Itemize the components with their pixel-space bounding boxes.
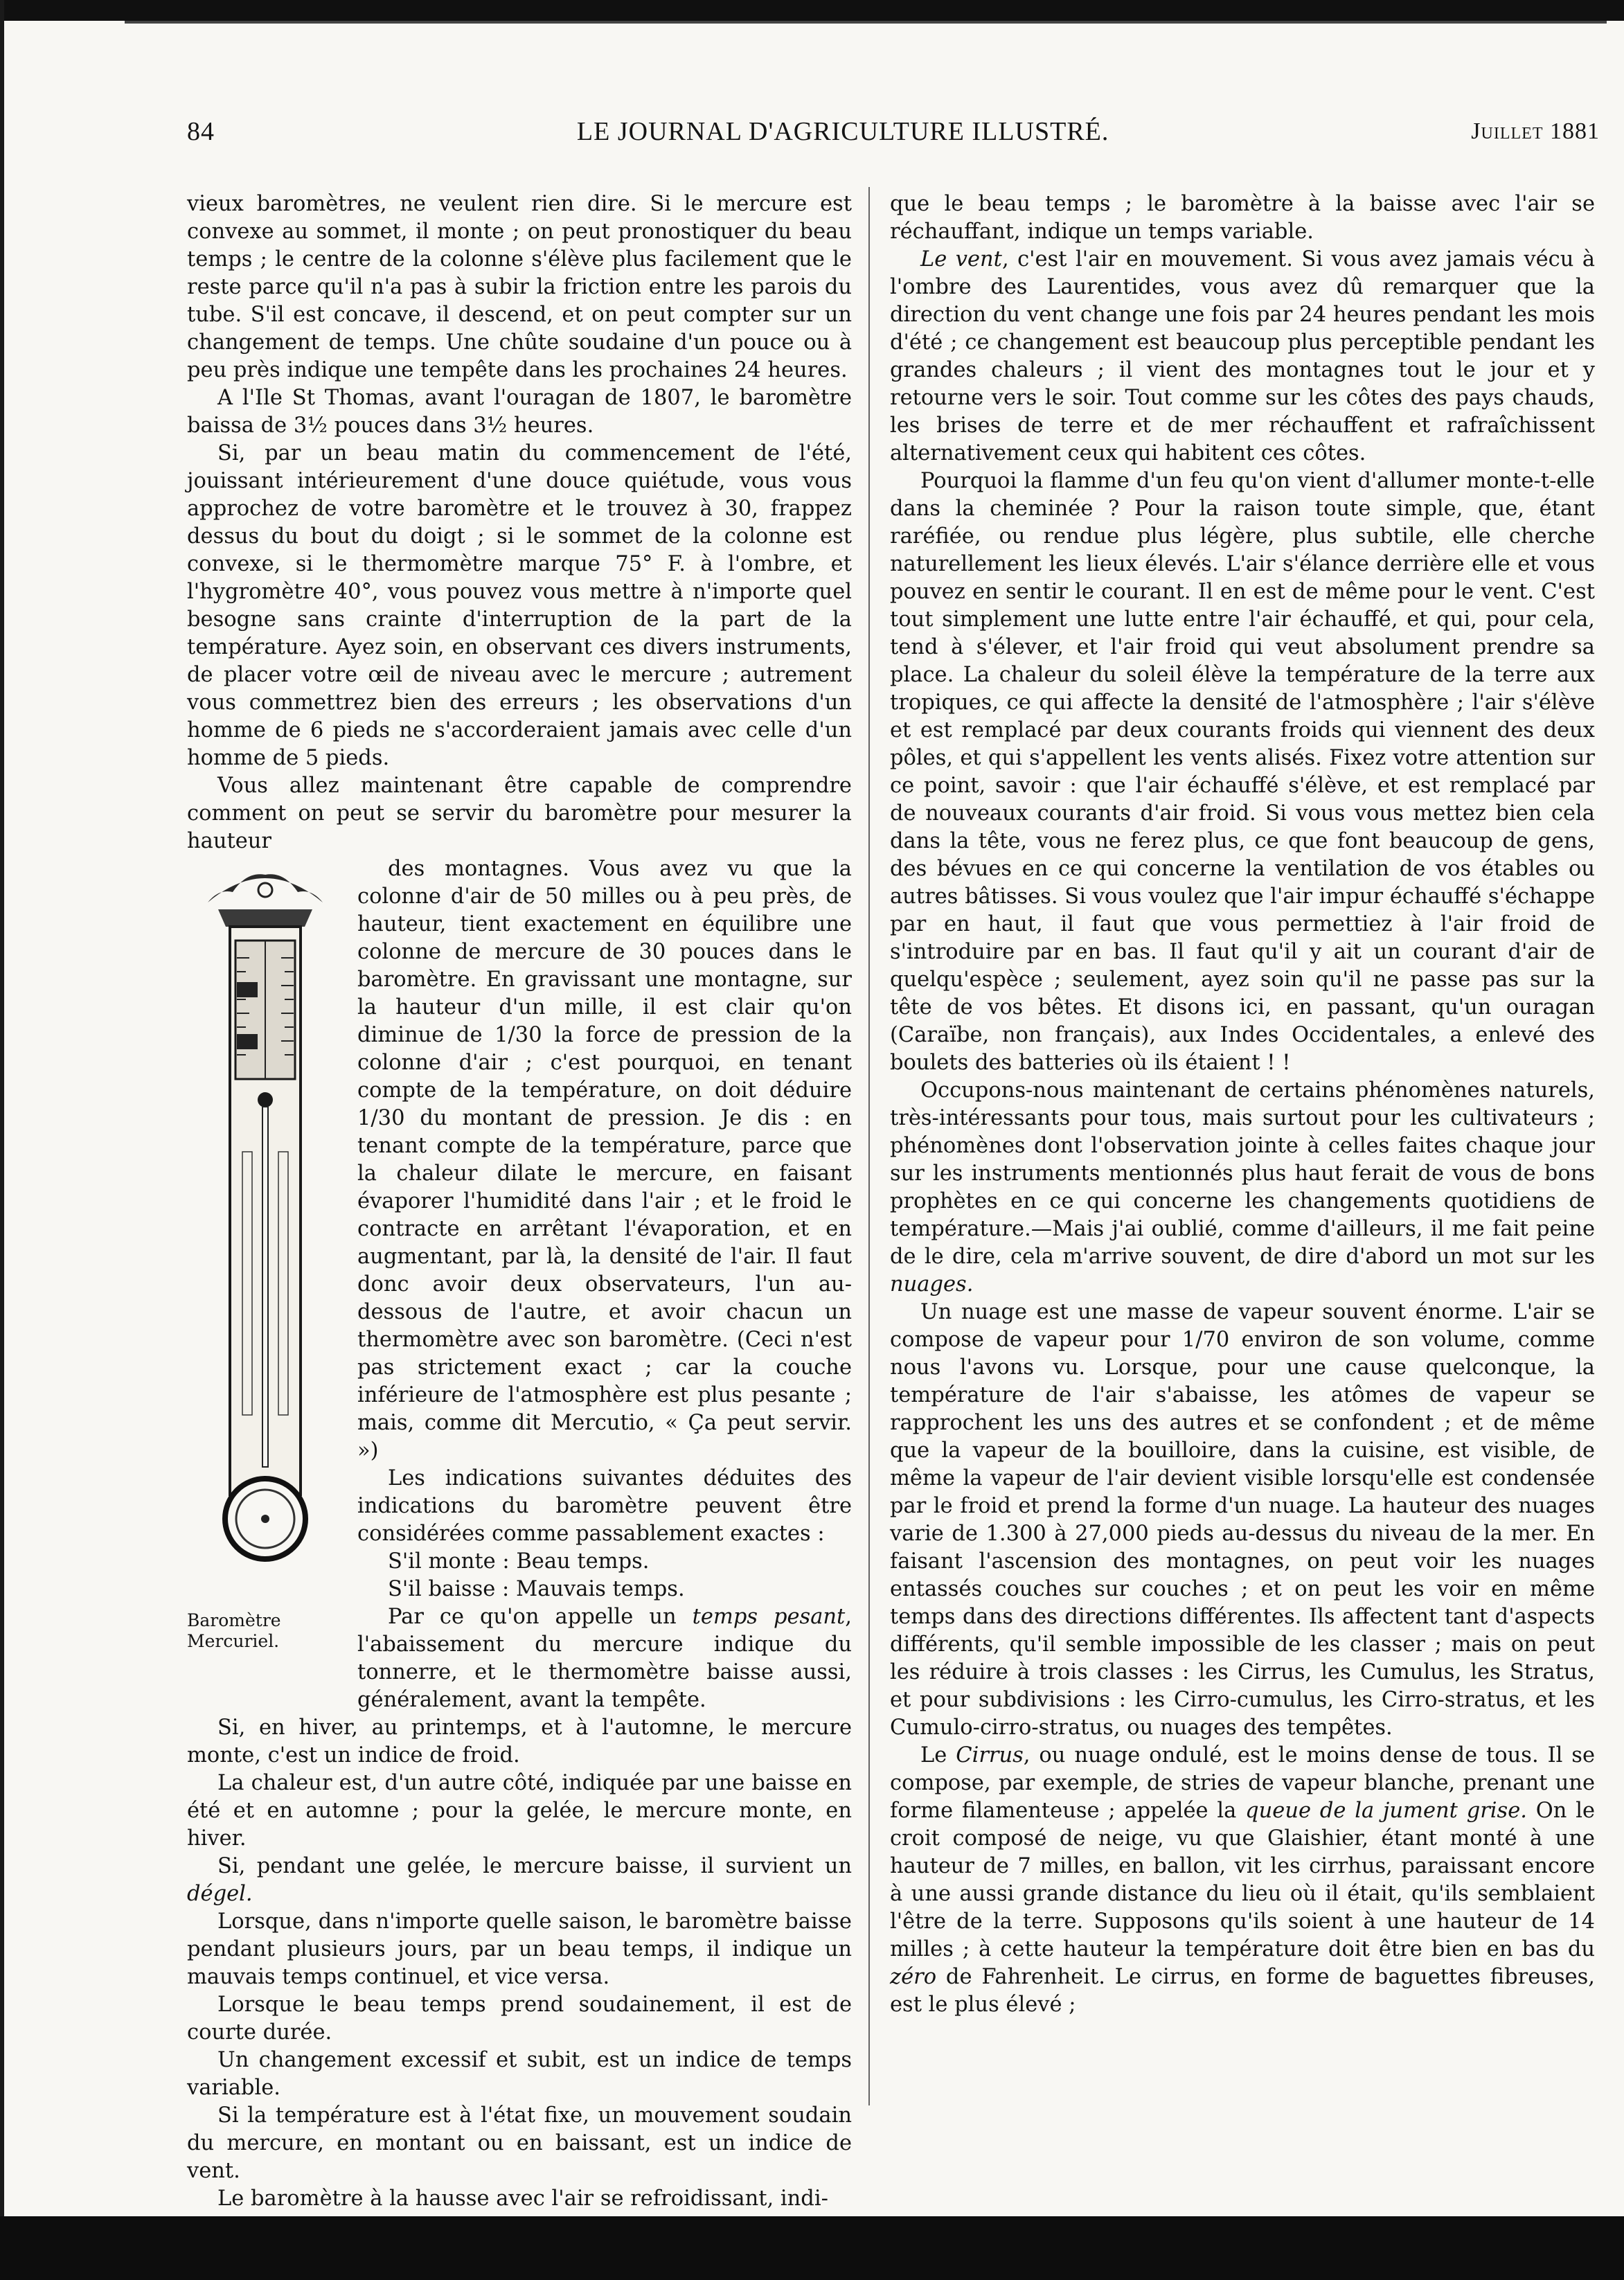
emphasis: Le vent [920, 247, 1002, 271]
top-border-line [125, 21, 1607, 24]
paragraph: Un nuage est une masse de vapeur souvent énorme. L'air se compose de vapeur pour 1/70 environ de son volume, comme nous l'avons vu. Lorsque, pour une cause quelconque, la température de l'air s'abaisse, les atômes de vapeur se rapprochent les uns des autres et se confondent ; et de même que la vapeur de la bouilloire, dans la cuisine, est visible, de même la vapeur de l'air devient visible lorsqu'elle est condensée par le froid et prend la forme d'un nuage. La hauteur des nuages varie de 1.300 à 27,000 pieds au-dessus du niveau de la mer. En faisant l'ascension des montagnes, on peut voir les nuages entassés couches sur couches ; et on peut les voir en même temps dans des directions différentes. Ils affectent tant d'aspects différents, qu'il semble impossible de les classer ; mais on peut les réduire à trois classes : les Cirrus, les Cumulus, les Stratus, et pour subdivisions : les Cirro-cumulus, les Cirro-stratus, et les Cumulo-cirro-stratus, ou nuages des tempêtes. [890, 1300, 1595, 1740]
paragraph: Le baromètre à la hausse avec l'air se refroidissant, indi- [217, 2187, 828, 2211]
paragraph: Lorsque le beau temps prend soudainement, il est de courte durée. [187, 1993, 852, 2045]
text-run: Occupons-nous maintenant de certains phénomènes naturels, très-intéressants pour tous, mais surtout pour les cultivateurs ; phénomènes dont l'observation jointe à celles faites chaque jour sur les instruments mentionnés plus haut ferait de vous de bons prophètes en ce qui concerne les changements quotidiens de température.—Mais j'ai oublié, comme d'ailleurs, il me fait peine de le dire, cela m'arrive souvent, de dire d'abord un mot sur les [890, 1078, 1595, 1269]
text-run: Si, pendant une gelée, le mercure baisse, il survient un [217, 1854, 852, 1878]
top-border-band [0, 0, 1624, 21]
issue-date: Juillet 1881 [1471, 118, 1600, 144]
text-run: On le croit composé de neige, vu que Glaishier, étant monté à une hauteur de 7 milles, en ballon, vit les cirrhus, paraissant encore à une aussi grande distance du lieu où il était, qu'ils semblaient l'être de la terre. Supposons qu'ils soient à une hauteur de 14 milles ; à cette hauteur la température doit être bien en bas du [890, 1799, 1596, 1961]
emphasis: nuages. [890, 1272, 974, 1297]
journal-title: LE JOURNAL D'AGRICULTURE ILLUSTRÉ. [576, 117, 1109, 146]
text-run: de Fahrenheit. Le cirrus, en forme de baguettes fibreuses, est le plus élevé ; [890, 1965, 1595, 2017]
text-run: Par ce qu'on appelle un [388, 1605, 693, 1629]
paragraph [890, 1742, 1595, 2019]
text-run: , c'est l'air en mouvement. Si vous avez jamais vécu à l'ombre des Laurentides, vous avez dû remarquer que la direction du vent change une fois par 24 heures pendant les mois d'été ; ce changement est beaucoup plus perceptible pendant les grandes chaleurs ; il vient des montagnes tout le jour et y retourne vers le soir. Tout comme sur les côtes des pays chauds, les brises de terre et de mer réchauffent et rafraîchissent alternativement ceux qui habitent ces côtes. [890, 247, 1596, 465]
column-divider [868, 187, 870, 2105]
emphasis: temps pesant [692, 1605, 846, 1629]
paragraph: Si, en hiver, au printemps, et à l'automne, le mercure monte, c'est un indice de froid. [187, 1716, 852, 1767]
paragraph: A l'Ile St Thomas, avant l'ouragan de 1807, le baromètre baissa de 3½ pouces dans 3½ heures. [187, 386, 852, 438]
paragraph: Si, par un beau matin du commencement de l'été, jouissant intérieurement d'une douce quiétude, vous vous approchez de votre baromètre et le trouvez à 30, frappez dessus du bout du doigt ; si le sommet de la colonne est convexe, si le thermomètre marque 75° F. à l'ombre, et l'hygromètre 40°, vous pouvez vous mettre à n'importe quel besogne sans crainte d'interruption de la part de la température. Ayez soin, en observant ces divers instruments, de placer votre œil de niveau avec le mercure ; autrement vous commettrez bien des erreurs ; les observations d'un homme de 6 pieds ne s'accorderaient jamais avec celle d'un homme de 5 pieds. [187, 441, 852, 770]
text-run: , l'abaissement du mercure indique du tonnerre, et le thermomètre baisse aussi, généralement, avant la tempête. [357, 1605, 852, 1712]
right-column [890, 190, 1595, 2019]
left-column [187, 190, 852, 2213]
paragraph [187, 1853, 852, 1908]
emphasis: zéro [890, 1965, 937, 1989]
text-run: Le [920, 1743, 956, 1767]
paragraph: vieux baromètres, ne veulent rien dire. Si le mercure est convexe au sommet, il monte ; on peut pronostiquer du beau temps ; le centre de la colonne s'élève plus facilement que le reste parce qu'il n'a pas à subir la friction entre les parois du tube. S'il est concave, il descend, et on peut compter sur un changement de temps. Une chûte soudaine d'un pouce ou à peu près indique une tempête dans les prochaines 24 heures. [187, 192, 852, 382]
paragraph: des montagnes. Vous avez vu que la colonne d'air de 50 milles ou à peu près, de hauteur, tient exactement en équilibre une colonne de mercure de 30 pouces dans le baromètre. En gravissant une montagne, sur la hauteur d'un mille, il est clair qu'on diminue de 1/30 la force de pression de la colonne d'air ; c'est pourquoi, en tenant compte de la température, on doit déduire 1/30 du montant de pression. Je dis : en tenant compte de la température, parce que la chaleur dilate le mercure, en faisant évaporer l'humidité dans l'air ; et le froid le contracte en arrêtant l'évaporation, et en augmentant, par là, la densité de l'air. Il faut donc avoir deux observateurs, l'un au-dessous de l'autre, et avoir chacun un thermomètre avec son baromètre. (Ceci n'est pas strictement exact ; car la couche inférieure de l'atmosphère est plus pesante ; mais, comme dit Mercutio, « Ça peut servir. ») [357, 857, 852, 1463]
emphasis: dégel. [187, 1882, 253, 1906]
bottom-border-band [0, 2216, 1624, 2280]
emphasis: Cirrus [956, 1743, 1024, 1767]
paragraph: Pourquoi la flamme d'un feu qu'on vient d'allumer monte-t-elle dans la cheminée ? Pour la raison toute simple, que, étant raréfiée, ou rendue plus légère, plus subtile, elle cherche naturellement les lieux élevés. L'air s'élance derrière elle et vous pouvez en sentir le courant. Il en est de même pour le vent. C'est tout simplement une lutte entre l'air échauffé, et qui, pour cela, tend à s'élever, et l'air froid qui veut absolument prendre sa place. La chaleur du soleil élève la température de la terre aux tropiques, ce qui affecte la densité de l'atmosphère ; l'air s'élève et est remplacé par deux courants froids qui viennent des deux pôles, et qui s'appellent les vents alisés. Fixez votre attention sur ce point, savoir : que l'air échauffé s'élève, et est remplacé par de nouveaux courants d'air froid. Si vous vous mettez bien cela dans la tête, vous ne ferez plus, ce que font beaucoup de gens, des bévues en ce qui concerne la ventilation de vos étables ou autres bâtisses. Si vous voulez que l'air impur échauffé s'échappe par en haut, il faut que vous permettiez à l'air froid de s'introduire par en bas. Il faut qu'il y ait un courant d'air de quelqu'espèce ; seulement, ayez soin qu'il ne passe pas sur la tête de vos bêtes. Et disons ici, en passant, qu'un ouragan (Caraïbe, non français), aux Indes Occidentales, a enlevé des boulets des batteries où ils étaient ! ! [890, 469, 1595, 1075]
figure-caption: Baromètre Mercuriel. [187, 1610, 281, 1651]
emphasis: queue de la jument grise. [1245, 1799, 1527, 1823]
paragraph: Les indications suivantes déduites des indications du baromètre peuvent être considérées comme passablement exactes : [357, 1466, 852, 1546]
text-run: , ou nuage ondulé, est le moins dense de tous. Il se compose, par exemple, de stries de vapeur blanche, prenant une forme filamenteuse ; appelée la [890, 1743, 1595, 1823]
left-scan-edge [0, 0, 4, 2280]
paragraph: Si la température est à l'état fixe, un mouvement soudain du mercure, en montant ou en baissant, est un indice de vent. [187, 2103, 852, 2183]
paragraph: S'il monte : Beau temps. [388, 1549, 650, 1574]
barometer-illustration [187, 861, 343, 1595]
paragraph [890, 1077, 1595, 1299]
paragraph: S'il baisse : Mauvais temps. [388, 1577, 685, 1601]
page-number: 84 [187, 117, 215, 146]
page-header [187, 111, 1600, 152]
paragraph: Un changement excessif et subit, est un indice de temps variable. [187, 2048, 852, 2100]
paragraph [890, 246, 1595, 467]
paragraph: Lorsque, dans n'importe quelle saison, le baromètre baisse pendant plusieurs jours, par un beau temps, il indique un mauvais temps continuel, et vice versa. [187, 1909, 852, 1989]
paragraph: Vous allez maintenant être capable de comprendre comment on peut se servir du baromètre pour mesurer la hauteur [187, 774, 852, 853]
barometer-figure [187, 861, 343, 1685]
paragraph: La chaleur est, d'un autre côté, indiquée par une baisse en été et en automne ; pour la gelée, le mercure monte, en hiver. [187, 1771, 852, 1851]
paragraph: que le beau temps ; le baromètre à la baisse avec l'air se réchauffant, indique un temps variable. [890, 192, 1595, 244]
